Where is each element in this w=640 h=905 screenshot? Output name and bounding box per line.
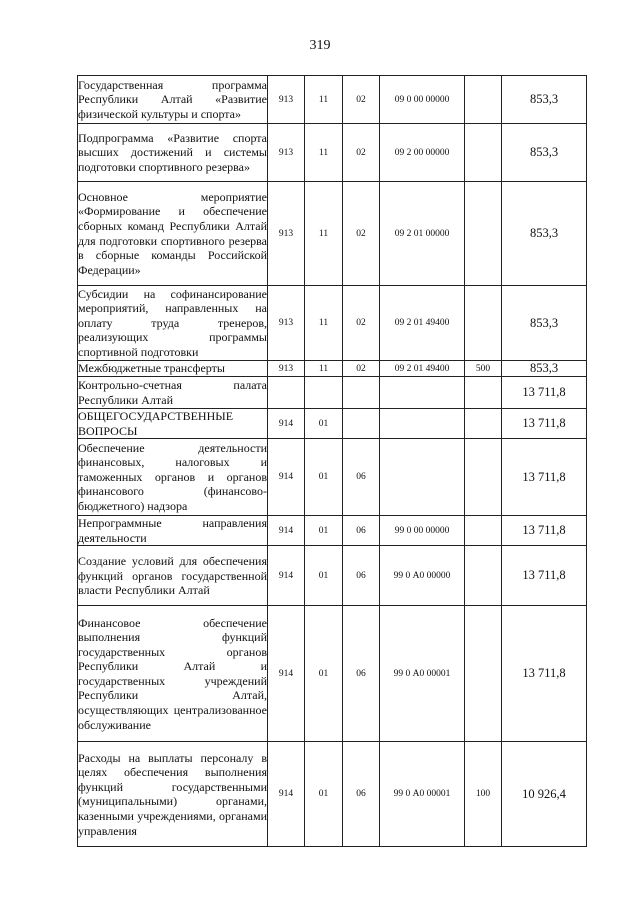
target-code: 09 2 01 49400 xyxy=(380,286,465,361)
row-name: Контрольно-счетная палата Республики Алтай xyxy=(78,377,267,407)
target-code: 99 0 А0 00001 xyxy=(380,742,465,847)
ministry-code: 913 xyxy=(268,76,305,124)
section-code: 11 xyxy=(305,124,343,182)
row-name: Субсидии на софинансирование мероприятий, направленных на оплату труда тренеров, реализующих программы спортивной подготовки xyxy=(78,286,267,359)
section-code: 01 xyxy=(305,409,343,439)
amount: 853,3 xyxy=(502,286,587,361)
amount: 13 711,8 xyxy=(502,546,587,606)
table-row xyxy=(78,76,587,124)
expense-type-code: 500 xyxy=(465,361,502,377)
subsection-code: 02 xyxy=(343,286,380,361)
row-name: Основное мероприятие «Формирование и обеспечение сборных команд Республики Алтай для подготовки спортивного резерва в сборные команды Российской Федерации» xyxy=(78,182,268,286)
ministry-code: 914 xyxy=(268,742,305,847)
row-name: ОБЩЕГОСУДАРСТВЕННЫЕ ВОПРОСЫ xyxy=(78,409,268,439)
row-name: Межбюджетные трансферты xyxy=(78,361,268,377)
subsection-code: 02 xyxy=(343,361,380,377)
ministry-code: 913 xyxy=(268,361,305,377)
subsection-code: 06 xyxy=(343,516,380,546)
subsection-code xyxy=(343,409,380,439)
target-code: 09 0 00 00000 xyxy=(380,76,465,124)
expense-type-code xyxy=(465,286,502,361)
ministry-code: 914 xyxy=(268,546,305,606)
subsection-code: 06 xyxy=(343,439,380,516)
expense-type-code xyxy=(465,606,502,742)
amount: 10 926,4 xyxy=(502,742,587,847)
ministry-code: 913 xyxy=(268,182,305,286)
section-code: 01 xyxy=(305,516,343,546)
ministry-code: 913 xyxy=(268,286,305,361)
ministry-code: 914 xyxy=(268,439,305,516)
row-name: Создание условий для обеспечения функций органов государственной власти Республики Алтай xyxy=(78,546,268,606)
section-code: 11 xyxy=(305,361,343,377)
target-code: 09 2 01 00000 xyxy=(380,182,465,286)
subsection-code xyxy=(343,377,380,409)
expense-type-code xyxy=(465,439,502,516)
target-code xyxy=(380,409,465,439)
row-name: Расходы на выплаты персоналу в целях обеспечения выполнения функций государственными (муниципальными) органами, казенными учреждениями, органами управления xyxy=(78,742,268,847)
ministry-code: 914 xyxy=(268,516,305,546)
target-code: 09 2 00 00000 xyxy=(380,124,465,182)
amount: 13 711,8 xyxy=(502,606,587,742)
table-row xyxy=(78,606,587,742)
expense-type-code xyxy=(465,124,502,182)
expense-type-code: 100 xyxy=(465,742,502,847)
table-row xyxy=(78,742,587,847)
amount: 13 711,8 xyxy=(502,439,587,516)
subsection-code: 02 xyxy=(343,124,380,182)
section-code: 01 xyxy=(305,606,343,742)
table-row xyxy=(78,546,587,606)
amount: 853,3 xyxy=(502,182,587,286)
ministry-code xyxy=(268,377,305,409)
budget-table xyxy=(77,75,587,847)
amount: 853,3 xyxy=(502,124,587,182)
section-code: 01 xyxy=(305,742,343,847)
expense-type-code xyxy=(465,182,502,286)
amount: 13 711,8 xyxy=(502,516,587,546)
target-code xyxy=(380,377,465,409)
table-row xyxy=(78,409,587,439)
expense-type-code xyxy=(465,409,502,439)
ministry-code: 914 xyxy=(268,409,305,439)
subsection-code: 06 xyxy=(343,606,380,742)
row-name: Государственная программа Республики Алтай «Развитие физической культуры и спорта» xyxy=(78,76,268,124)
expense-type-code xyxy=(465,546,502,606)
amount: 853,3 xyxy=(502,76,587,124)
table-row xyxy=(78,439,587,516)
section-code xyxy=(305,377,343,409)
subsection-code: 06 xyxy=(343,742,380,847)
ministry-code: 913 xyxy=(268,124,305,182)
ministry-code: 914 xyxy=(268,606,305,742)
subsection-code: 02 xyxy=(343,182,380,286)
row-name: Подпрограмма «Развитие спорта высших достижений и системы подготовки спортивного резерва» xyxy=(78,124,268,182)
expense-type-code xyxy=(465,516,502,546)
table-row xyxy=(78,286,587,361)
target-code: 09 2 01 49400 xyxy=(380,361,465,377)
target-code: 99 0 А0 00001 xyxy=(380,606,465,742)
section-code: 01 xyxy=(305,546,343,606)
target-code: 99 0 А0 00000 xyxy=(380,546,465,606)
table-row xyxy=(78,361,587,377)
row-name: Непрограммные направления деятельности xyxy=(78,516,267,545)
target-code xyxy=(380,439,465,516)
section-code: 11 xyxy=(305,182,343,286)
section-code: 11 xyxy=(305,76,343,124)
row-name: Обеспечение деятельности финансовых, налоговых и таможенных органов и органов финансового (финансово-бюджетного) надзора xyxy=(78,439,268,516)
expense-type-code xyxy=(465,76,502,124)
amount: 13 711,8 xyxy=(502,377,587,409)
amount: 853,3 xyxy=(502,361,587,377)
table-row xyxy=(78,182,587,286)
section-code: 11 xyxy=(305,286,343,361)
table-row xyxy=(78,516,587,546)
subsection-code: 06 xyxy=(343,546,380,606)
expense-type-code xyxy=(465,377,502,409)
row-name: Финансовое обеспечение выполнения функций государственных органов Республики Алтай и государственных учреждений Республики Алтай, осуществляющих централизованное обслуживание xyxy=(78,606,268,742)
table-row xyxy=(78,124,587,182)
subsection-code: 02 xyxy=(343,76,380,124)
table-row xyxy=(78,377,587,409)
section-code: 01 xyxy=(305,439,343,516)
target-code: 99 0 00 00000 xyxy=(380,516,465,546)
page-number: 319 xyxy=(309,38,331,53)
amount: 13 711,8 xyxy=(502,409,587,439)
